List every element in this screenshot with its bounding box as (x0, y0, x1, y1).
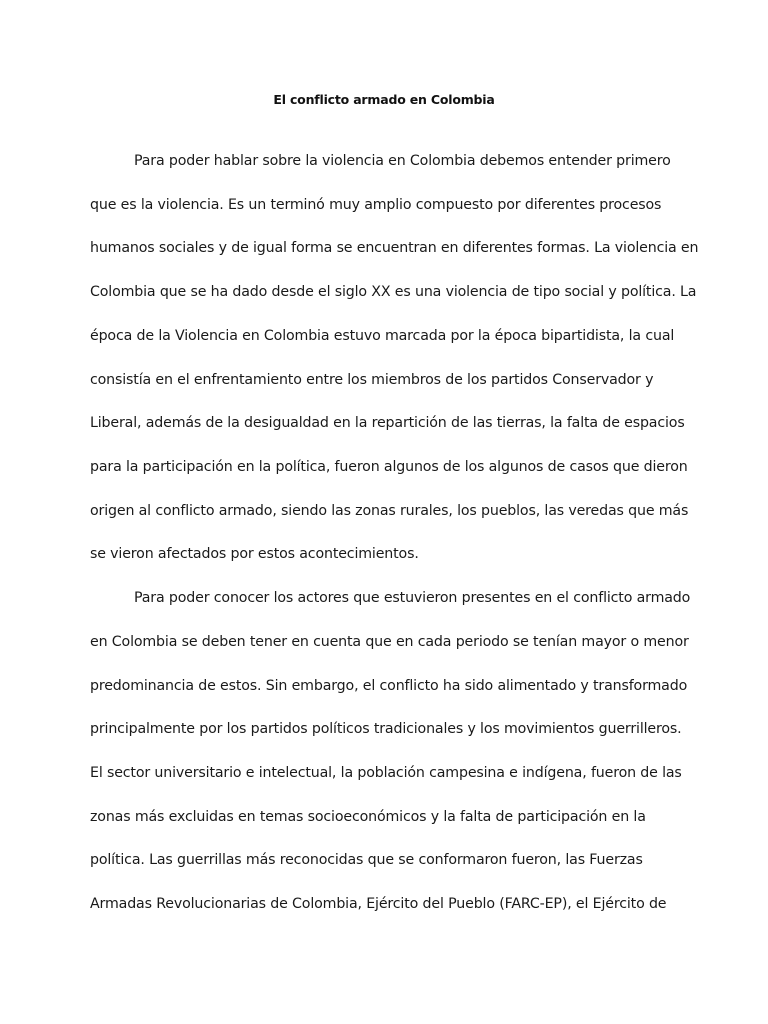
paragraph-line: Liberal, además de la desigualdad en la repartición de las tierras, la falta de espacios (90, 415, 685, 431)
document-title: El conflicto armado en Colombia (273, 92, 495, 107)
paragraph-line: Para poder hablar sobre la violencia en Colombia debemos entender primero (134, 153, 671, 169)
paragraph-line: que es la violencia. Es un terminó muy amplio compuesto por diferentes procesos (90, 197, 662, 213)
paragraph-line: Colombia que se ha dado desde el siglo XX es una violencia de tipo social y política. La (90, 284, 697, 300)
paragraph-line: origen al conflicto armado, siendo las zonas rurales, los pueblos, las veredas que más (90, 503, 689, 519)
paragraph-line: Para poder conocer los actores que estuvieron presentes en el conflicto armado (134, 590, 691, 606)
paragraph-line: para la participación en la política, fueron algunos de los algunos de casos que dieron (90, 459, 688, 475)
paragraph-line: en Colombia se deben tener en cuenta que en cada periodo se tenían mayor o menor (90, 634, 689, 650)
paragraph-line: zonas más excluidas en temas socioeconómicos y la falta de participación en la (90, 809, 646, 825)
paragraph-line: consistía en el enfrentamiento entre los miembros de los partidos Conservador y (90, 372, 654, 388)
paragraph-line: predominancia de estos. Sin embargo, el conflicto ha sido alimentado y transformado (90, 678, 688, 694)
paragraph-line: principalmente por los partidos políticos tradicionales y los movimientos guerrilleros. (90, 721, 682, 737)
paragraph-line: política. Las guerrillas más reconocidas que se conformaron fueron, las Fuerzas (90, 852, 643, 868)
paragraph-line: se vieron afectados por estos acontecimientos. (90, 546, 419, 562)
paragraph-line: época de la Violencia en Colombia estuvo marcada por la época bipartidista, la cual (90, 328, 675, 344)
paragraph-line: humanos sociales y de igual forma se encuentran en diferentes formas. La violencia en (90, 240, 699, 256)
paragraph-line: El sector universitario e intelectual, la población campesina e indígena, fueron de las (90, 765, 682, 781)
paragraph-line: Armadas Revolucionarias de Colombia, Ejército del Pueblo (FARC-EP), el Ejército de (90, 896, 667, 912)
